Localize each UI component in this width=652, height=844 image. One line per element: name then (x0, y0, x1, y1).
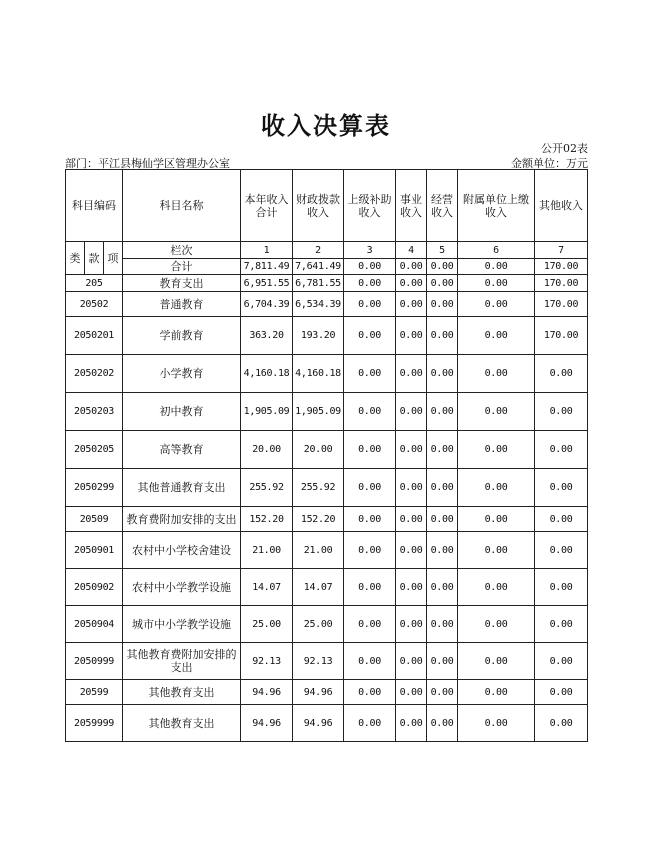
amount-cell: 0.00 (396, 355, 427, 393)
table-row (66, 275, 588, 292)
department-label: 部门：平江县梅仙学区管理办公室 (65, 157, 230, 170)
subject-name: 初中教育 (123, 393, 241, 431)
amount-cell: 0.00 (344, 643, 396, 680)
page-title: 收入决算表 (261, 112, 391, 140)
amount-cell: 0.00 (535, 606, 588, 643)
amount-cell: 0.00 (344, 317, 396, 355)
amount-cell: 0.00 (396, 532, 427, 569)
subject-code: 2050205 (66, 431, 123, 469)
amount-cell: 6,781.55 (293, 275, 344, 292)
subject-name: 高等教育 (123, 431, 241, 469)
header-other: 其他收入 (535, 170, 588, 242)
subject-code: 20502 (66, 292, 123, 317)
amount-cell: 92.13 (241, 643, 293, 680)
amount-cell: 0.00 (535, 469, 588, 507)
subject-code: 2059999 (66, 705, 123, 742)
amount-cell: 152.20 (293, 507, 344, 532)
amount-cell: 0.00 (396, 431, 427, 469)
header-operation: 经营收入 (427, 170, 458, 242)
subject-code: 2050299 (66, 469, 123, 507)
amount-cell: 1,905.09 (241, 393, 293, 431)
amount-cell: 0.00 (535, 355, 588, 393)
table-row (66, 431, 588, 469)
table-row (66, 469, 588, 507)
amount-cell: 0.00 (458, 507, 535, 532)
amount-cell: 0.00 (427, 705, 458, 742)
amount-cell: 4,160.18 (241, 355, 293, 393)
table-row (66, 532, 588, 569)
amount-cell: 92.13 (293, 643, 344, 680)
amount-cell: 170.00 (535, 292, 588, 317)
amount-cell: 0.00 (344, 292, 396, 317)
amount-cell: 0.00 (427, 431, 458, 469)
table-row (66, 643, 588, 680)
amount-cell: 0.00 (344, 680, 396, 705)
amount-cell: 0.00 (344, 507, 396, 532)
amount-cell: 0.00 (458, 275, 535, 292)
amount-cell: 0.00 (396, 705, 427, 742)
amount-cell: 0.00 (427, 643, 458, 680)
subject-name: 小学教育 (123, 355, 241, 393)
table-row (66, 507, 588, 532)
amount-cell: 0.00 (344, 532, 396, 569)
amount-cell: 0.00 (535, 643, 588, 680)
table-row (66, 606, 588, 643)
amount-cell: 6,534.39 (293, 292, 344, 317)
amount-cell: 0.00 (427, 317, 458, 355)
subject-name: 农村中小学教学设施 (123, 569, 241, 606)
header-code: 科目编码 (66, 170, 123, 242)
subject-code: 2050202 (66, 355, 123, 393)
amount-cell: 94.96 (241, 705, 293, 742)
amount-cell: 25.00 (293, 606, 344, 643)
table-body (66, 275, 588, 742)
amount-cell: 0.00 (396, 317, 427, 355)
amount-cell: 170.00 (535, 275, 588, 292)
amount-cell: 0.00 (396, 393, 427, 431)
column-label: 栏次 (123, 242, 241, 259)
amount-cell: 0.00 (427, 469, 458, 507)
amount-cell: 0.00 (458, 355, 535, 393)
amount-cell: 0.00 (344, 606, 396, 643)
amount-cell: 152.20 (241, 507, 293, 532)
amount-cell: 0.00 (344, 569, 396, 606)
amount-cell: 6,704.39 (241, 292, 293, 317)
table-row (66, 569, 588, 606)
header-lei: 类 (66, 242, 85, 275)
amount-cell: 0.00 (344, 431, 396, 469)
amount-cell: 94.96 (293, 705, 344, 742)
amount-cell: 94.96 (241, 680, 293, 705)
column-number: 6 (458, 242, 535, 259)
amount-cell: 170.00 (535, 317, 588, 355)
amount-cell: 6,951.55 (241, 275, 293, 292)
amount-cell: 0.00 (427, 569, 458, 606)
income-table (65, 169, 588, 742)
amount-cell: 0.00 (344, 705, 396, 742)
total-cell: 0.00 (427, 259, 458, 275)
amount-cell: 0.00 (458, 569, 535, 606)
amount-cell: 0.00 (396, 275, 427, 292)
total-label: 合计 (123, 259, 241, 275)
header-total: 本年收入合计 (241, 170, 293, 242)
amount-cell: 0.00 (427, 355, 458, 393)
amount-cell: 0.00 (427, 292, 458, 317)
header-name: 科目名称 (123, 170, 241, 242)
amount-unit-label: 金额单位：万元 (511, 157, 588, 170)
header-row (66, 170, 588, 242)
header-career: 事业收入 (396, 170, 427, 242)
amount-cell: 0.00 (427, 393, 458, 431)
header-affiliated: 附属单位上缴收入 (458, 170, 535, 242)
amount-cell: 0.00 (344, 469, 396, 507)
column-number: 5 (427, 242, 458, 259)
amount-cell: 0.00 (458, 431, 535, 469)
amount-cell: 0.00 (427, 275, 458, 292)
table-row (66, 705, 588, 742)
amount-cell: 0.00 (535, 569, 588, 606)
amount-cell: 0.00 (396, 292, 427, 317)
amount-cell: 0.00 (458, 292, 535, 317)
subject-name: 其他普通教育支出 (123, 469, 241, 507)
amount-cell: 0.00 (427, 606, 458, 643)
amount-cell: 0.00 (344, 393, 396, 431)
amount-cell: 0.00 (458, 680, 535, 705)
column-number: 4 (396, 242, 427, 259)
amount-cell: 20.00 (241, 431, 293, 469)
subject-code: 2050201 (66, 317, 123, 355)
subject-name: 其他教育费附加安排的支出 (123, 643, 241, 680)
amount-cell: 0.00 (458, 393, 535, 431)
amount-cell: 0.00 (535, 393, 588, 431)
amount-cell: 0.00 (344, 275, 396, 292)
amount-cell: 14.07 (293, 569, 344, 606)
amount-cell: 0.00 (535, 507, 588, 532)
amount-cell: 0.00 (427, 532, 458, 569)
header-upper: 上级补助收入 (344, 170, 396, 242)
subject-code: 20599 (66, 680, 123, 705)
amount-cell: 14.07 (241, 569, 293, 606)
table-row (66, 355, 588, 393)
amount-cell: 0.00 (344, 355, 396, 393)
amount-cell: 0.00 (396, 606, 427, 643)
amount-cell: 0.00 (458, 469, 535, 507)
amount-cell: 363.20 (241, 317, 293, 355)
amount-cell: 20.00 (293, 431, 344, 469)
amount-cell: 0.00 (535, 705, 588, 742)
amount-cell: 25.00 (241, 606, 293, 643)
column-number: 7 (535, 242, 588, 259)
subject-code: 2050203 (66, 393, 123, 431)
column-number: 3 (344, 242, 396, 259)
table-row (66, 393, 588, 431)
amount-cell: 0.00 (458, 705, 535, 742)
total-cell: 170.00 (535, 259, 588, 275)
amount-cell: 21.00 (241, 532, 293, 569)
subject-name: 教育费附加安排的支出 (123, 507, 241, 532)
subject-name: 教育支出 (123, 275, 241, 292)
amount-cell: 0.00 (458, 643, 535, 680)
amount-cell: 0.00 (458, 532, 535, 569)
amount-cell: 0.00 (396, 680, 427, 705)
column-number: 1 (241, 242, 293, 259)
column-number: 2 (293, 242, 344, 259)
total-cell: 7,811.49 (241, 259, 293, 275)
table-row (66, 680, 588, 705)
subject-name: 其他教育支出 (123, 680, 241, 705)
subject-name: 学前教育 (123, 317, 241, 355)
table-row (66, 292, 588, 317)
total-cell: 0.00 (344, 259, 396, 275)
amount-cell: 0.00 (396, 569, 427, 606)
subject-code: 2050901 (66, 532, 123, 569)
amount-cell: 1,905.09 (293, 393, 344, 431)
table-row (66, 317, 588, 355)
header-fiscal: 财政拨款收入 (293, 170, 344, 242)
amount-cell: 0.00 (427, 507, 458, 532)
amount-cell: 0.00 (396, 507, 427, 532)
amount-cell: 0.00 (427, 680, 458, 705)
subject-code: 20509 (66, 507, 123, 532)
form-code: 公开02表 (541, 142, 588, 155)
subject-code: 2050999 (66, 643, 123, 680)
amount-cell: 0.00 (458, 606, 535, 643)
amount-cell: 21.00 (293, 532, 344, 569)
total-row (66, 259, 588, 275)
subject-code: 205 (66, 275, 123, 292)
total-cell: 0.00 (458, 259, 535, 275)
amount-cell: 0.00 (535, 532, 588, 569)
subject-name: 农村中小学校舍建设 (123, 532, 241, 569)
subject-name: 普通教育 (123, 292, 241, 317)
header-xiang: 项 (104, 242, 123, 275)
subject-name: 其他教育支出 (123, 705, 241, 742)
amount-cell: 193.20 (293, 317, 344, 355)
header-kuan: 款 (85, 242, 104, 275)
column-number-row (66, 242, 588, 259)
amount-cell: 4,160.18 (293, 355, 344, 393)
total-cell: 7,641.49 (293, 259, 344, 275)
amount-cell: 0.00 (535, 431, 588, 469)
subject-name: 城市中小学教学设施 (123, 606, 241, 643)
amount-cell: 255.92 (293, 469, 344, 507)
amount-cell: 0.00 (458, 317, 535, 355)
amount-cell: 0.00 (396, 469, 427, 507)
amount-cell: 0.00 (535, 680, 588, 705)
subject-code: 2050904 (66, 606, 123, 643)
total-cell: 0.00 (396, 259, 427, 275)
amount-cell: 0.00 (396, 643, 427, 680)
amount-cell: 94.96 (293, 680, 344, 705)
amount-cell: 255.92 (241, 469, 293, 507)
subject-code: 2050902 (66, 569, 123, 606)
